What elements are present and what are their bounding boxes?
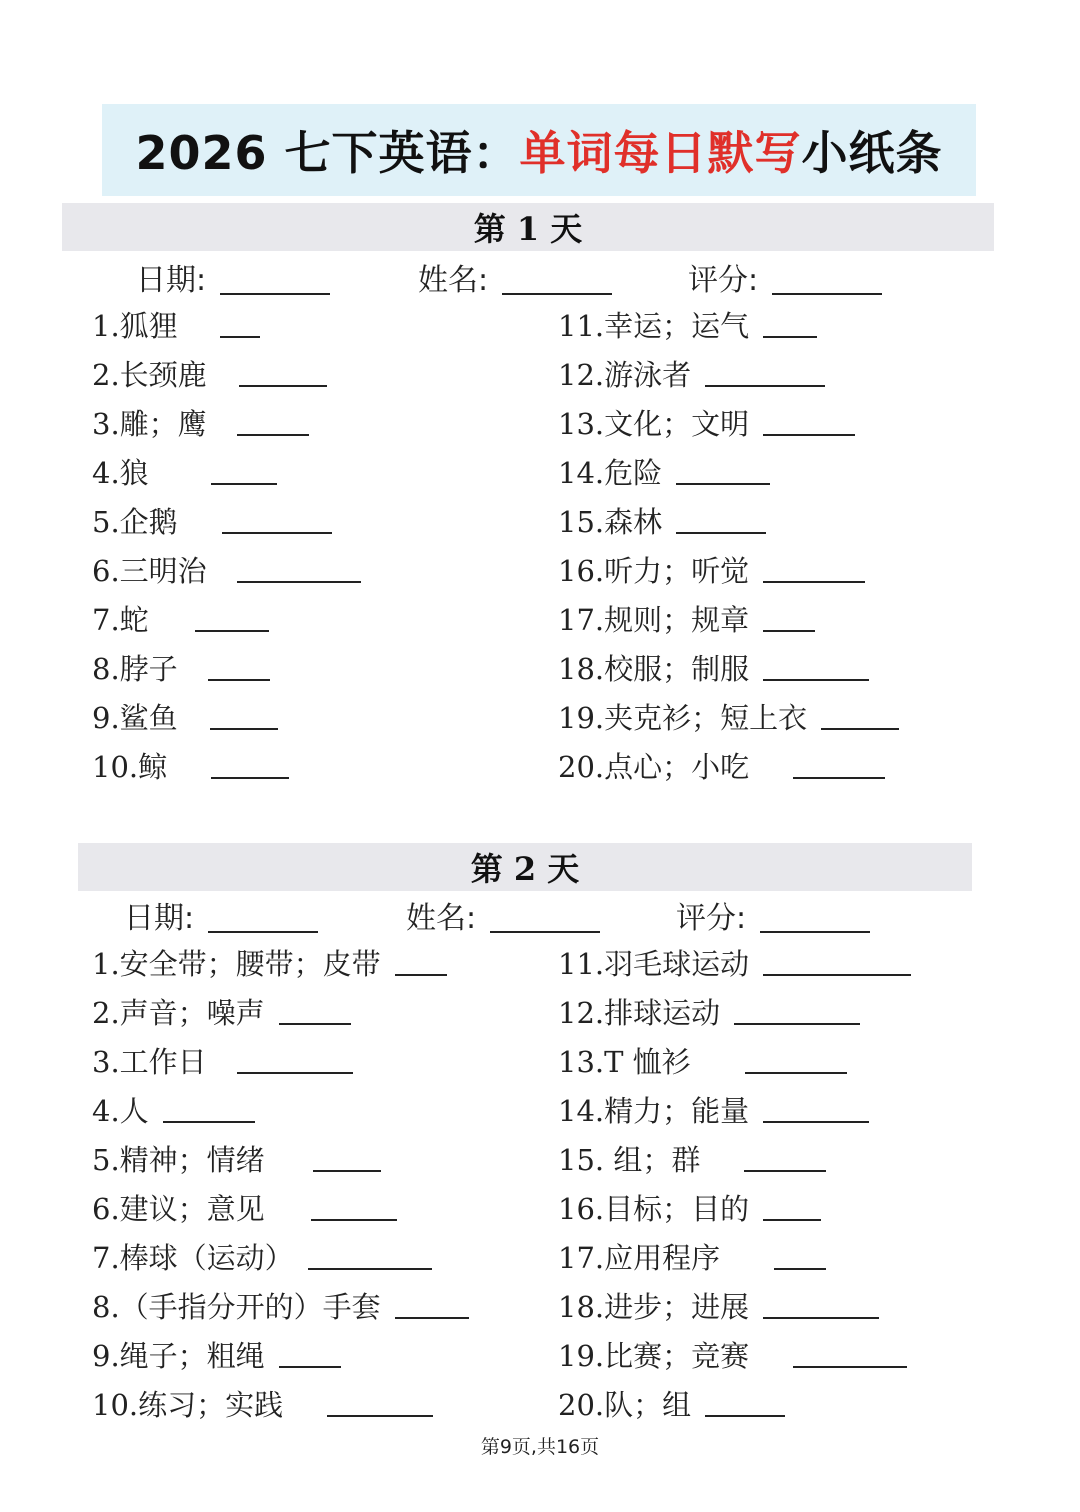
vocab-item [92, 504, 332, 540]
vocab-prompt: 15. 组；群 [558, 1143, 701, 1177]
answer-blank[interactable] [308, 1268, 432, 1270]
score-field[interactable] [676, 893, 870, 937]
name-field[interactable] [406, 893, 600, 937]
answer-blank[interactable] [222, 532, 332, 534]
vocab-prompt: 14.精力；能量 [558, 1094, 750, 1128]
page-footer: 第9页,共16页 [480, 1436, 600, 1458]
vocab-item [558, 553, 865, 589]
vocab-item [92, 455, 277, 491]
answer-blank[interactable] [763, 1219, 821, 1221]
answer-blank[interactable] [763, 434, 855, 436]
date-blank[interactable] [220, 293, 330, 295]
answer-blank[interactable] [763, 1317, 879, 1319]
answer-blank[interactable] [210, 728, 278, 730]
answer-blank[interactable] [208, 679, 270, 681]
vocab-item [92, 602, 269, 638]
vocab-item [92, 700, 278, 736]
name-field[interactable] [418, 255, 612, 299]
answer-blank[interactable] [279, 1366, 341, 1368]
day-2-meta-row [0, 893, 1080, 936]
title-highlight: 单词每日默写 [519, 126, 802, 180]
answer-blank[interactable] [237, 434, 309, 436]
vocab-item [558, 749, 885, 785]
answer-blank[interactable] [311, 1219, 397, 1221]
vocab-prompt: 10.鲸 [92, 750, 168, 784]
score-blank[interactable] [772, 293, 882, 295]
answer-blank[interactable] [211, 777, 289, 779]
answer-blank[interactable] [327, 1415, 433, 1417]
name-label: 姓名: [418, 263, 489, 298]
vocab-item [92, 1191, 397, 1227]
vocab-prompt: 6.三明治 [92, 554, 207, 588]
vocab-prompt: 7.蛇 [92, 603, 149, 637]
vocab-prompt: 12.游泳者 [558, 358, 692, 392]
vocab-prompt: 9.鲨鱼 [92, 701, 178, 735]
date-field[interactable] [136, 255, 330, 299]
score-field[interactable] [688, 255, 882, 299]
answer-blank[interactable] [163, 1121, 255, 1123]
vocab-item [558, 1093, 869, 1129]
answer-blank[interactable] [763, 336, 817, 338]
vocab-item [92, 1044, 353, 1080]
score-label: 评分: [676, 901, 747, 936]
answer-blank[interactable] [763, 1121, 869, 1123]
vocab-prompt: 10.练习；实践 [92, 1388, 284, 1422]
answer-blank[interactable] [763, 630, 815, 632]
vocab-item [558, 602, 815, 638]
vocab-item [558, 1289, 879, 1325]
answer-blank[interactable] [220, 336, 260, 338]
vocab-prompt: 17.应用程序 [558, 1241, 721, 1275]
answer-blank[interactable] [705, 1415, 785, 1417]
vocab-prompt: 18.校服；制服 [558, 652, 750, 686]
answer-blank[interactable] [279, 1023, 351, 1025]
title-suffix: 小纸条 [801, 126, 943, 180]
answer-blank[interactable] [237, 581, 361, 583]
answer-blank[interactable] [774, 1268, 826, 1270]
vocab-item [92, 749, 289, 785]
vocab-prompt: 19.夹克衫；短上衣 [558, 701, 808, 735]
answer-blank[interactable] [793, 1366, 907, 1368]
vocab-prompt: 2.声音；噪声 [92, 996, 265, 1030]
name-label: 姓名: [406, 901, 477, 936]
vocab-prompt: 20.点心；小吃 [558, 750, 750, 784]
worksheet-title [102, 104, 976, 196]
vocab-prompt: 3.工作日 [92, 1045, 207, 1079]
answer-blank[interactable] [237, 1072, 353, 1074]
vocab-prompt: 14.危险 [558, 456, 663, 490]
vocab-prompt: 9.绳子；粗绳 [92, 1339, 265, 1373]
vocab-item [558, 1191, 821, 1227]
answer-blank[interactable] [676, 483, 770, 485]
vocab-item [92, 553, 361, 589]
vocab-item [92, 995, 351, 1031]
vocab-item [558, 455, 770, 491]
vocab-item [558, 1044, 847, 1080]
vocab-item [92, 1240, 432, 1276]
vocab-prompt: 17.规则；规章 [558, 603, 750, 637]
day-2-header: 第 2 天 [78, 843, 972, 891]
answer-blank[interactable] [195, 630, 269, 632]
vocab-prompt: 8.（手指分开的）手套 [92, 1290, 381, 1324]
day-1-header: 第 1 天 [62, 203, 994, 251]
vocab-prompt: 13.文化；文明 [558, 407, 750, 441]
vocab-item [92, 406, 309, 442]
vocab-item [558, 651, 869, 687]
score-label: 评分: [688, 263, 759, 298]
vocab-prompt: 5.企鹅 [92, 505, 178, 539]
vocab-item [558, 1338, 907, 1374]
vocab-item [92, 946, 447, 982]
vocab-prompt: 15.森林 [558, 505, 663, 539]
vocab-item [558, 1240, 826, 1276]
date-field[interactable] [124, 893, 318, 937]
answer-blank[interactable] [239, 385, 327, 387]
vocab-item [92, 1338, 341, 1374]
vocab-prompt: 4.人 [92, 1094, 149, 1128]
answer-blank[interactable] [211, 483, 277, 485]
answer-blank[interactable] [395, 974, 447, 976]
vocab-prompt: 11.幸运；运气 [558, 309, 750, 343]
vocab-prompt: 18.进步；进展 [558, 1290, 750, 1324]
vocab-item [558, 1387, 785, 1423]
date-label: 日期: [136, 263, 207, 298]
answer-blank[interactable] [744, 1170, 826, 1172]
vocab-item [92, 308, 260, 344]
vocab-prompt: 16.听力；听觉 [558, 554, 750, 588]
vocab-prompt: 1.狐狸 [92, 309, 178, 343]
vocab-item [558, 308, 817, 344]
vocab-prompt: 16.目标；目的 [558, 1192, 750, 1226]
vocab-item [558, 357, 825, 393]
vocab-item [558, 995, 860, 1031]
title-prefix: 2026 七下英语： [135, 126, 520, 180]
answer-blank[interactable] [734, 1023, 860, 1025]
vocab-item [558, 1142, 826, 1178]
answer-blank[interactable] [395, 1317, 469, 1319]
vocab-item [92, 1142, 381, 1178]
answer-blank[interactable] [763, 974, 911, 976]
vocab-item [92, 1387, 433, 1423]
vocab-prompt: 6.建议；意见 [92, 1192, 265, 1226]
vocab-prompt: 8.脖子 [92, 652, 178, 686]
vocab-item [558, 504, 766, 540]
vocab-prompt: 1.安全带；腰带；皮带 [92, 947, 381, 981]
answer-blank[interactable] [763, 679, 869, 681]
vocab-prompt: 5.精神；情绪 [92, 1143, 265, 1177]
vocab-prompt: 7.棒球（运动） [92, 1241, 294, 1275]
vocab-prompt: 2.长颈鹿 [92, 358, 207, 392]
vocab-item [558, 946, 911, 982]
vocab-item [92, 1289, 469, 1325]
answer-blank[interactable] [821, 728, 899, 730]
date-label: 日期: [124, 901, 195, 936]
name-blank[interactable] [502, 293, 612, 295]
vocab-prompt: 3.雕；鹰 [92, 407, 207, 441]
date-blank[interactable] [208, 931, 318, 933]
vocab-prompt: 12.排球运动 [558, 996, 721, 1030]
vocab-prompt: 4.狼 [92, 456, 149, 490]
vocab-prompt: 20.队；组 [558, 1388, 692, 1422]
vocab-item [92, 357, 327, 393]
vocab-item [558, 406, 855, 442]
vocab-prompt: 13.T 恤衫 [558, 1045, 691, 1079]
vocab-prompt: 11.羽毛球运动 [558, 947, 750, 981]
name-blank[interactable] [490, 931, 600, 933]
day-1-meta-row [0, 255, 1080, 298]
answer-blank[interactable] [745, 1072, 847, 1074]
vocab-item [558, 700, 899, 736]
score-blank[interactable] [760, 931, 870, 933]
answer-blank[interactable] [676, 532, 766, 534]
vocab-prompt: 19.比赛；竞赛 [558, 1339, 750, 1373]
answer-blank[interactable] [705, 385, 825, 387]
answer-blank[interactable] [763, 581, 865, 583]
vocab-item [92, 651, 270, 687]
answer-blank[interactable] [313, 1170, 381, 1172]
answer-blank[interactable] [793, 777, 885, 779]
vocab-item [92, 1093, 255, 1129]
